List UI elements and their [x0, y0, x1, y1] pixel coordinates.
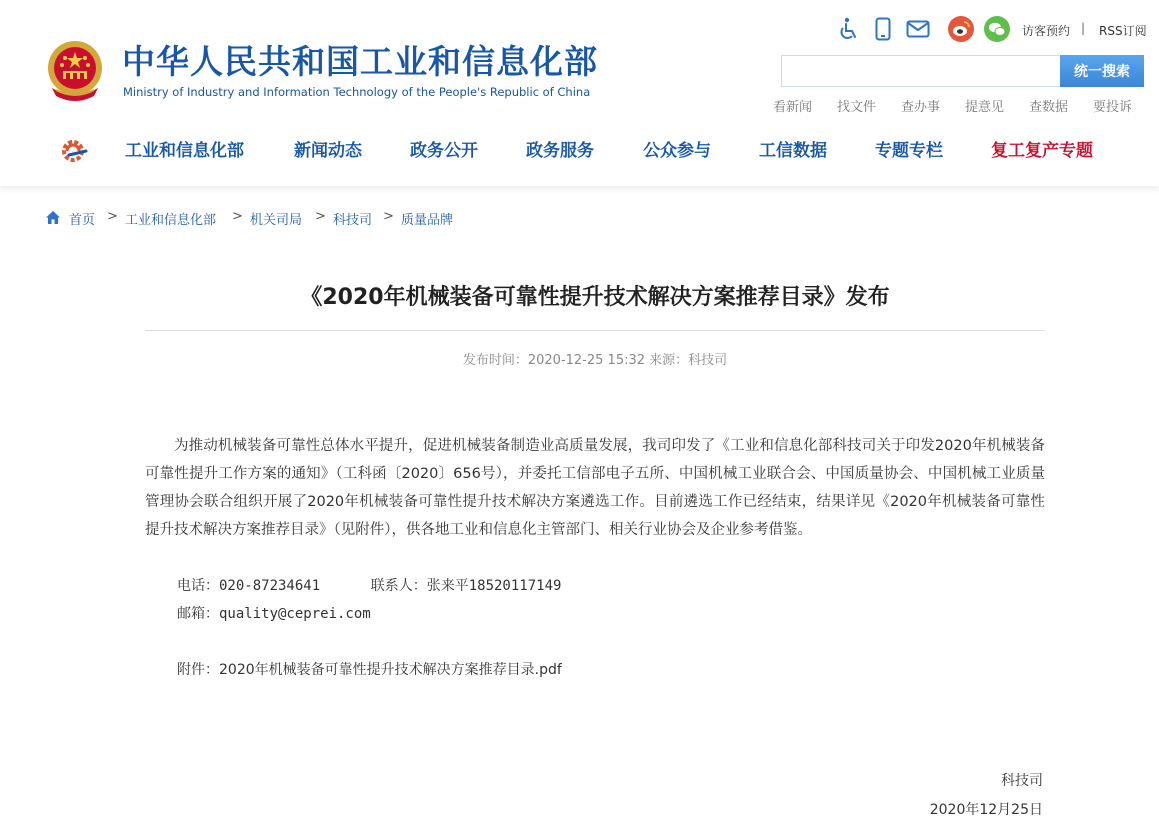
- breadcrumb-separator: >: [383, 209, 394, 224]
- search-input[interactable]: [781, 55, 1059, 87]
- mobile-icon[interactable]: [870, 16, 896, 42]
- wechat-icon[interactable]: [984, 16, 1010, 42]
- nav-data[interactable]: 工信数据: [759, 141, 827, 161]
- breadcrumb-departments[interactable]: 机关司局: [250, 213, 303, 228]
- email-icon[interactable]: [905, 16, 931, 42]
- contact-line: 电话：020-87234641 联系人：张来平18520117149: [177, 578, 562, 594]
- national-emblem-icon[interactable]: [44, 38, 106, 104]
- nav-special-columns[interactable]: 专题专栏: [875, 141, 943, 161]
- weibo-icon[interactable]: [948, 16, 974, 42]
- nav-government-services[interactable]: 政务服务: [526, 141, 594, 161]
- header-separator: |: [1081, 21, 1086, 35]
- site-header: [0, 0, 1159, 186]
- title-divider: [145, 330, 1045, 331]
- attachment-label: 附件：: [177, 662, 219, 678]
- article-body-paragraph: 为推动机械装备可靠性总体水平提升，促进机械装备制造业高质量发展，我司印发了《工业和信息化部科技司关于印发2020年机械装备可靠性提升工作方案的通知》（工科函〔2020〕656号），并委托工信部电子五所、中国机械工业联合会、中国质量协会、中国机械工业质量管理协会联合组织开展了2020年机械装备可靠性提升技术解决方案遴选工作。目前遴选工作已经结束，结果详见《2020年机械装备可靠性提升技术解决方案推荐目录》（见附件），供各地工业和信息化主管部门、相关行业协会及企业参考借鉴。: [145, 438, 1045, 538]
- site-subtitle: Ministry of Industry and Information Technology of the People's Republic of China: [123, 85, 591, 99]
- attachment-line: [177, 659, 562, 679]
- ministry-logo-icon[interactable]: [58, 137, 90, 165]
- quick-link-complaint[interactable]: 要投诉: [1093, 100, 1133, 115]
- nav-news[interactable]: 新闻动态: [294, 141, 362, 161]
- breadcrumb-home[interactable]: 首页: [69, 213, 96, 228]
- site-title[interactable]: 中华人民共和国工业和信息化部: [122, 42, 598, 81]
- visitor-appointment-link[interactable]: 访客预约: [1022, 24, 1071, 38]
- quick-link-services[interactable]: 查办事: [901, 100, 941, 115]
- accessibility-icon[interactable]: [836, 16, 862, 42]
- unified-search-button[interactable]: 统一搜索: [1060, 55, 1144, 87]
- home-icon[interactable]: [45, 210, 61, 225]
- email-line: 邮箱：quality@ceprei.com: [177, 606, 371, 622]
- quick-link-documents[interactable]: 找文件: [837, 100, 877, 115]
- breadcrumb-quality-brand[interactable]: 质量品牌: [401, 213, 454, 228]
- nav-public-participation[interactable]: 公众参与: [643, 141, 711, 161]
- breadcrumb-separator: >: [232, 209, 243, 224]
- quick-link-feedback[interactable]: 提意见: [965, 100, 1005, 115]
- article-signature: 科技司: [1001, 773, 1043, 789]
- quick-link-news[interactable]: 看新闻: [773, 100, 813, 115]
- quick-link-data[interactable]: 查数据: [1029, 100, 1069, 115]
- quick-links: [773, 96, 1145, 114]
- attachment-pdf-link[interactable]: 2020年机械装备可靠性提升技术解决方案推荐目录.pdf: [219, 662, 562, 678]
- breadcrumb-separator: >: [315, 209, 326, 224]
- nav-ministry[interactable]: 工业和信息化部: [125, 141, 244, 161]
- article-title: 《2020年机械装备可靠性提升技术解决方案推荐目录》发布: [300, 285, 890, 310]
- breadcrumb-ministry[interactable]: 工业和信息化部: [125, 213, 217, 228]
- nav-resumption-topic[interactable]: 复工复产专题: [991, 141, 1093, 161]
- article-meta: 发布时间：2020-12-25 15:32 来源：科技司: [462, 353, 728, 368]
- nav-government-affairs[interactable]: 政务公开: [410, 141, 478, 161]
- rss-subscribe-link[interactable]: RSS订阅: [1099, 24, 1147, 38]
- breadcrumb-science-tech[interactable]: 科技司: [333, 213, 373, 228]
- article-date: 2020年12月25日: [929, 802, 1043, 818]
- breadcrumb-separator: >: [107, 209, 118, 224]
